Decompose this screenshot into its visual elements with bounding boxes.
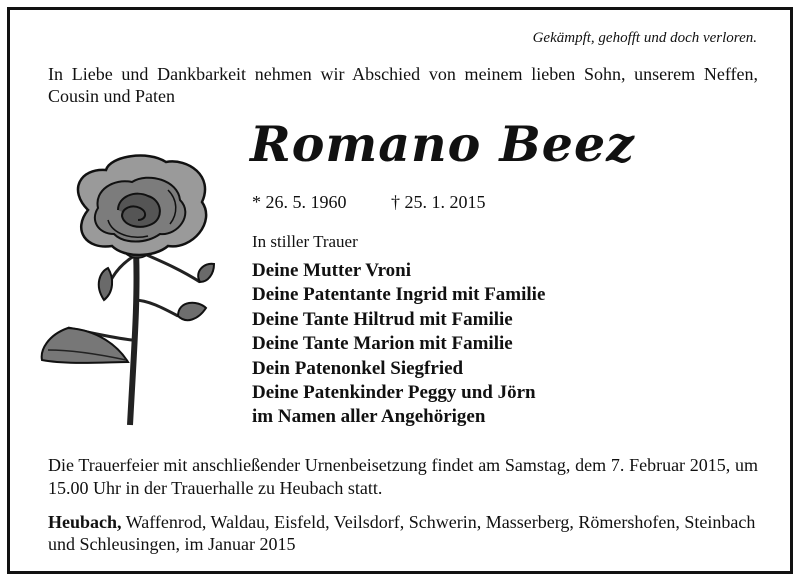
mourner-item: im Namen aller Angehörigen bbox=[252, 406, 486, 428]
obituary-notice bbox=[7, 7, 793, 574]
ceremony-text: Die Trauerfeier mit anschließender Urnenbeisetzung findet am Samstag, dem 7. Februar 2015, um 15.00 Uhr in der Trauerhalle zu Heubach statt. bbox=[48, 455, 758, 498]
life-dates bbox=[252, 192, 486, 213]
intro-text: In Liebe und Dankbarkeit nehmen wir Abschied von meinem lieben Sohn, unserem Neffen, Cousin und Paten bbox=[48, 64, 758, 106]
mourner-item: Deine Patenkinder Peggy und Jörn bbox=[252, 382, 536, 404]
places-line bbox=[48, 511, 758, 555]
death-date: † 25. 1. 2015 bbox=[391, 192, 486, 212]
mourner-item: Dein Patenonkel Siegfried bbox=[252, 357, 464, 379]
places-rest: Waffenrod, Waldau, Eisfeld, Veilsdorf, Schwerin, Masserberg, Römershofen, Steinbach und Schleusingen, im Januar 2015 bbox=[48, 512, 756, 554]
birth-date: * 26. 5. 1960 bbox=[252, 192, 347, 212]
mourner-item: Deine Tante Marion mit Familie bbox=[252, 333, 513, 355]
rose-icon bbox=[28, 150, 238, 430]
mourners-list bbox=[252, 259, 545, 430]
mourning-label: In stiller Trauer bbox=[252, 232, 358, 251]
mourner-item: Deine Patentante Ingrid mit Familie bbox=[252, 284, 546, 306]
motto: Gekämpft, gehofft und doch verloren. bbox=[532, 30, 757, 46]
deceased-name: Romano Beez bbox=[250, 115, 635, 173]
mourner-item: Deine Mutter Vroni bbox=[252, 260, 412, 281]
mourner-item: Deine Tante Hiltrud mit Familie bbox=[252, 308, 513, 330]
place-main: Heubach, bbox=[48, 512, 122, 532]
